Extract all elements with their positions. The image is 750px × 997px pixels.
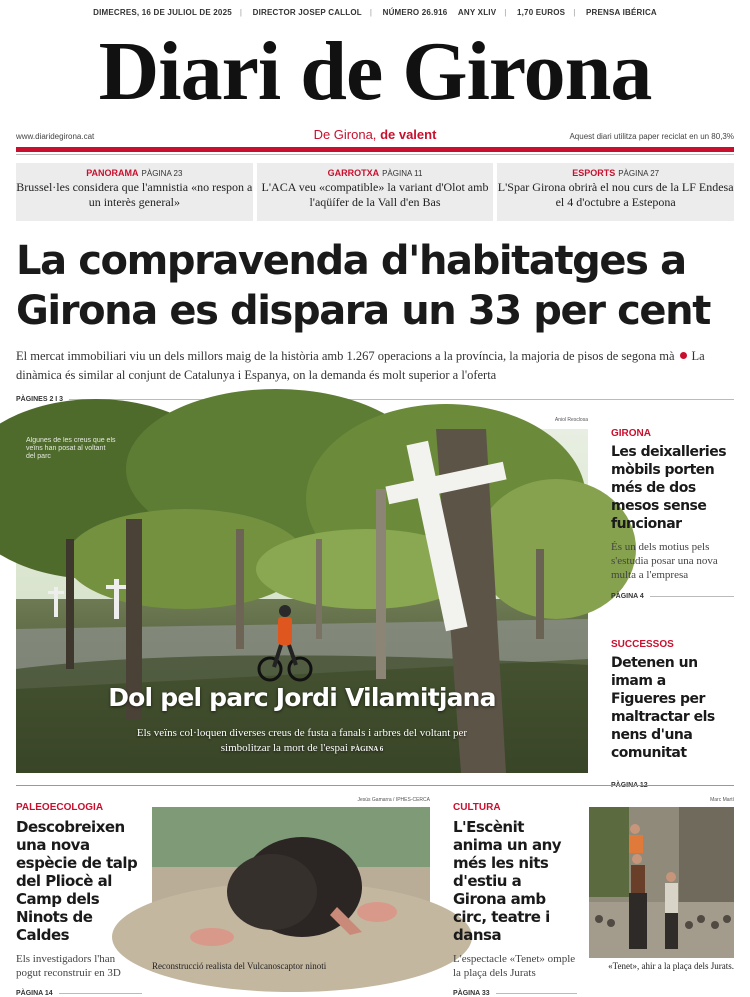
main-photo[interactable]	[16, 429, 588, 773]
story-title[interactable]: Detenen un imam a Figueres per maltractar els nens d'una comunitat	[611, 655, 715, 761]
story-page: PÀGINA 33	[453, 990, 577, 997]
story-section: PALEOECOLOGIA	[16, 802, 104, 813]
issue-price: 1,70 EUROS	[516, 8, 566, 17]
issue-number: NÚMERO 26.916	[382, 8, 448, 17]
teaser-text: Brussel·les considera que l'amnistia «no respon a un interès general»	[16, 180, 253, 209]
story-title[interactable]: Descobreixen una nova espècie de talp del Pliocè al Camp dels Ninots de Caldes	[16, 818, 138, 944]
story-page: PÀGINA 4	[611, 593, 734, 600]
park-photo-illustration	[16, 429, 588, 773]
recycled-paper-note: Aquest diari utilitza paper reciclat en un 80,3%	[569, 132, 734, 141]
newspaper-masthead[interactable]: Diari de Girona	[98, 25, 652, 118]
story-title[interactable]: Les deixalleries mòbils porten més de dos mesos sense funcionar	[611, 444, 727, 532]
mole-photo[interactable]	[152, 807, 430, 958]
issue-year: ANY XLIV	[457, 8, 497, 17]
story-cultura[interactable]	[453, 802, 577, 997]
slogan-bold: de valent	[380, 127, 437, 142]
mole-photo-credit: Jesús Gamarra / IPHES-CERCA	[357, 797, 430, 803]
photo-headline[interactable]: Dol pel parc Jordi Vilamitjana	[108, 683, 496, 712]
circus-photo-credit: Marc Martí	[710, 797, 734, 803]
mole-illustration	[152, 807, 430, 958]
teaser-section: GARROTXA PÀGINA 11	[327, 168, 423, 178]
director: DIRECTOR JOSEP CALLOL	[252, 8, 362, 17]
side-story-girona[interactable]	[611, 428, 734, 600]
story-description: És un dels motius pels s'estudia posar una nova multa a l'empresa	[611, 541, 718, 581]
circus-illustration	[589, 807, 734, 958]
masthead-subline	[16, 126, 734, 146]
story-section: GIRONA	[611, 428, 651, 439]
top-info-line: DIMECRES, 16 DE JULIOL DE 2025 | DIRECTOR JOSEP CALLOL | NÚMERO 26.916 ANY XLIV | 1,70 EUROS | PRENSA IBÉRICA	[93, 8, 657, 17]
teaser-esports[interactable]	[497, 163, 734, 221]
teaser-panorama[interactable]	[16, 163, 253, 221]
story-description: Els investigadors l'han pogut reconstruir en 3D	[16, 953, 121, 979]
teaser-section: ESPORTS PÀGINA 27	[572, 168, 660, 178]
story-description: L'espectacle «Tenet» omple la plaça dels Jurats	[453, 953, 576, 979]
deck-part-1: El mercat immobiliari viu un dels millors maig de la història amb 1.267 operacions a la província, la majoria de pisos de segona mà	[16, 349, 675, 363]
mole-photo-caption: Reconstrucció realista del Vulcanoscaptor ninoti	[152, 961, 327, 971]
main-deck	[16, 347, 734, 385]
story-paleoecologia[interactable]	[16, 802, 142, 997]
circus-photo[interactable]	[589, 807, 734, 958]
teaser-garrotxa[interactable]	[257, 163, 494, 221]
photo-caption-page: PÀGINA 6	[350, 745, 384, 753]
teaser-text: L'ACA veu «compatible» la variant d'Olot amb l'aqüífer de la Vall d'en Bas	[261, 180, 489, 209]
slogan-prefix: De Girona,	[313, 127, 377, 142]
main-photo-credit: Aniol Resclosa	[554, 417, 588, 423]
teaser-strip	[16, 163, 734, 221]
photo-tag: Algunes de les creus que els veïns han posat al voltant del parc	[26, 437, 116, 460]
publisher-group: PRENSA IBÉRICA	[585, 8, 657, 17]
website-url[interactable]: www.diaridegirona.cat	[16, 132, 95, 141]
headline-pages: PÀGINES 2 I 3	[16, 396, 734, 403]
deck-part-2: La dinàmica és similar al conjunt de Catalunya i Espanya, on la demanda és molt superior a l'oferta	[16, 349, 705, 382]
main-headline[interactable]: La compravenda d'habitatges a Girona es dispara un 33 per cent	[16, 238, 710, 334]
story-page: PÀGINA 14	[16, 990, 142, 997]
bullet-dot-icon	[680, 352, 687, 359]
photo-caption: Els veïns col·loquen diverses creus de fusta a fanals i arbres del voltant per simbolitzar la mort de l'espai PÀGINA 6	[136, 727, 468, 754]
side-story-successos[interactable]	[611, 639, 734, 789]
story-section: SUCCESSOS	[611, 639, 674, 650]
teaser-text: L'Spar Girona obrirà el nou curs de la LF Endesa el 4 d'octubre a Estepona	[497, 180, 734, 209]
bottom-section-rule	[16, 785, 734, 786]
story-title[interactable]: L'Escènit anima un any més les nits d'estiu a Girona amb circ, teatre i dansa	[453, 818, 562, 944]
issue-date: DIMECRES, 16 DE JULIOL DE 2025	[93, 8, 232, 17]
circus-photo-caption: «Tenet», ahir a la plaça dels Jurats.	[608, 961, 734, 971]
teaser-section: PANORAMA PÀGINA 23	[86, 168, 183, 178]
masthead-thin-rule	[16, 154, 734, 155]
story-section: CULTURA	[453, 802, 501, 813]
masthead-red-rule	[16, 147, 734, 152]
